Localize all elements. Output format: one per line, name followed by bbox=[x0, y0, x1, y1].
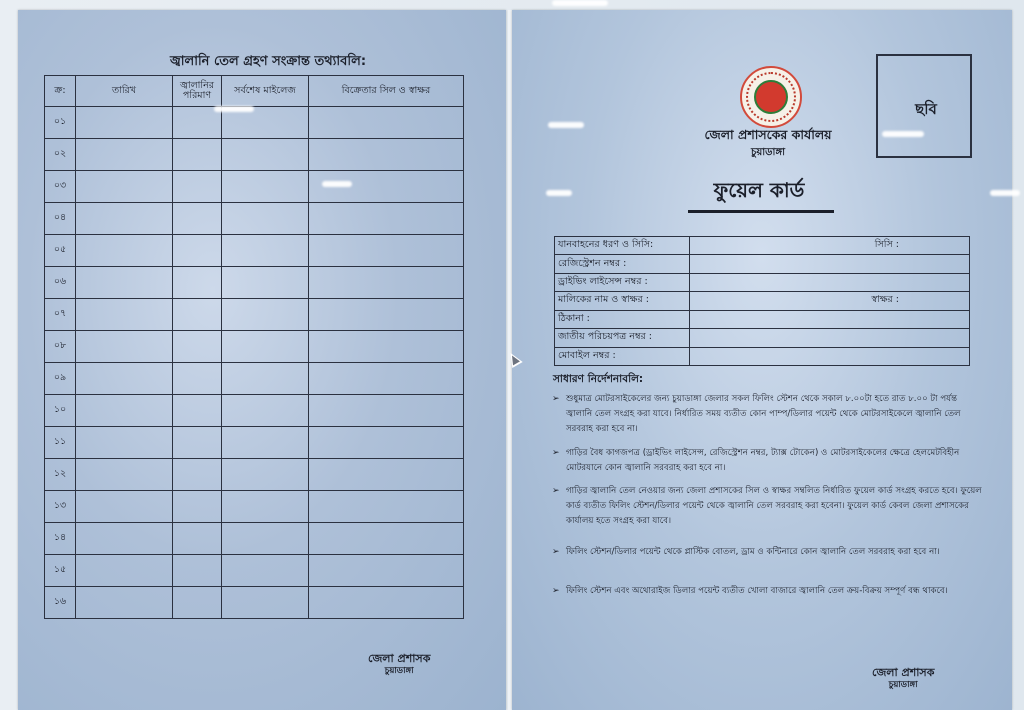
mileage-cell bbox=[222, 427, 309, 459]
fuel-log-row bbox=[45, 171, 464, 203]
info-value bbox=[690, 255, 970, 273]
mileage-cell bbox=[222, 171, 309, 203]
light-reflection bbox=[322, 181, 352, 187]
fuel-amount-cell bbox=[173, 459, 222, 491]
mileage-cell bbox=[222, 331, 309, 363]
seller-seal-cell bbox=[309, 491, 464, 523]
instruction-text: ফিলিং স্টেশন/ডিলার পয়েন্ট থেকে প্লাস্টিক বোতল, ড্রাম ও কন্টিনারে কোন জ্বালানি তেল সরবরাহ করা হবে না। bbox=[566, 547, 940, 557]
mileage-cell bbox=[222, 363, 309, 395]
date-cell bbox=[76, 267, 173, 299]
light-reflection bbox=[882, 131, 924, 137]
seller-seal-cell bbox=[309, 139, 464, 171]
arrow-bullet-icon: ➢ bbox=[552, 394, 560, 404]
fuel-amount-cell bbox=[173, 299, 222, 331]
info-label: মোবাইল নম্বর : bbox=[555, 347, 690, 365]
serial-number: ১৬ bbox=[45, 587, 76, 619]
seller-seal-cell bbox=[309, 427, 464, 459]
serial-number: ০৩ bbox=[45, 171, 76, 203]
left-signature-block bbox=[368, 652, 430, 678]
mileage-cell bbox=[222, 267, 309, 299]
arrow-bullet-icon: ➢ bbox=[552, 486, 560, 496]
arrow-bullet-icon: ➢ bbox=[552, 448, 560, 458]
seller-seal-cell bbox=[309, 203, 464, 235]
info-label: মালিকের নাম ও স্বাক্ষর : bbox=[555, 292, 690, 310]
serial-number: ০২ bbox=[45, 139, 76, 171]
date-cell bbox=[76, 235, 173, 267]
government-seal-icon bbox=[740, 66, 802, 128]
date-cell bbox=[76, 395, 173, 427]
info-value bbox=[690, 310, 970, 328]
signature-place: চুয়াডাঙ্গা bbox=[888, 680, 918, 690]
serial-number: ১৪ bbox=[45, 523, 76, 555]
light-reflection bbox=[552, 0, 608, 6]
info-label: রেজিস্ট্রেশন নম্বর : bbox=[555, 255, 690, 273]
fuel-log-row bbox=[45, 363, 464, 395]
fuel-log-row bbox=[45, 395, 464, 427]
fuel-log-row bbox=[45, 587, 464, 619]
seller-seal-cell bbox=[309, 523, 464, 555]
seller-seal-cell bbox=[309, 267, 464, 299]
fuel-log-row bbox=[45, 203, 464, 235]
light-reflection bbox=[548, 122, 584, 128]
info-label: যানবাহনের ধরণ ও সিসি: bbox=[555, 237, 690, 255]
district-name: চুয়াডাঙ্গা bbox=[751, 147, 785, 158]
info-label: ঠিকানা : bbox=[555, 310, 690, 328]
fuel-log-row bbox=[45, 331, 464, 363]
fuel-log-title: জ্বালানি তেল গ্রহণ সংক্রান্ত তথ্যাবলি: bbox=[169, 54, 367, 69]
right-signature-block bbox=[872, 666, 934, 692]
fuel-amount-cell bbox=[173, 491, 222, 523]
info-row bbox=[555, 237, 970, 255]
fuel-log-row bbox=[45, 523, 464, 555]
seller-seal-cell bbox=[309, 299, 464, 331]
serial-number: ০৮ bbox=[45, 331, 76, 363]
instruction-item bbox=[552, 584, 984, 599]
photo-label: ছবি bbox=[915, 100, 937, 118]
fuel-amount-cell bbox=[173, 235, 222, 267]
date-cell bbox=[76, 171, 173, 203]
instruction-text: গাড়ির বৈধ কাগজপত্র (ড্রাইভিং লাইসেন্স, রেজিস্ট্রেশন নম্বর, ট্যাক্স টোকেন) ও মোটরসাইকেলের ক্ষেত্রে হেলমেটবিহীন মোটরযানে কোন জ্বালানি সরবরাহ করা হবে না। bbox=[566, 448, 960, 473]
light-reflection bbox=[214, 106, 254, 112]
serial-number: ১২ bbox=[45, 459, 76, 491]
date-cell bbox=[76, 427, 173, 459]
serial-number: ০১ bbox=[45, 107, 76, 139]
seller-seal-cell bbox=[309, 363, 464, 395]
serial-number: ০৭ bbox=[45, 299, 76, 331]
date-cell bbox=[76, 107, 173, 139]
seller-seal-cell bbox=[309, 587, 464, 619]
fuel-log-row bbox=[45, 139, 464, 171]
fuel-log-row bbox=[45, 267, 464, 299]
mileage-cell bbox=[222, 587, 309, 619]
card-title: ফুয়েল কার্ড bbox=[713, 178, 805, 202]
seal-center bbox=[754, 80, 788, 114]
info-value bbox=[690, 347, 970, 365]
instruction-item bbox=[552, 392, 984, 437]
mileage-cell bbox=[222, 395, 309, 427]
fuel-amount-cell bbox=[173, 171, 222, 203]
info-row bbox=[555, 310, 970, 328]
fuel-amount-cell bbox=[173, 427, 222, 459]
fuel-log-row bbox=[45, 555, 464, 587]
date-cell bbox=[76, 363, 173, 395]
seller-seal-cell bbox=[309, 107, 464, 139]
col-seller-seal: বিক্রেতার সিল ও স্বাক্ষর bbox=[309, 76, 464, 107]
mileage-cell bbox=[222, 555, 309, 587]
info-value: সিসি : bbox=[690, 237, 970, 255]
date-cell bbox=[76, 203, 173, 235]
date-cell bbox=[76, 523, 173, 555]
fuel-amount-cell bbox=[173, 267, 222, 299]
seller-seal-cell bbox=[309, 555, 464, 587]
instructions-heading: সাধারণ নির্দেশনাবলি: bbox=[553, 373, 644, 385]
instruction-text: গাড়ির জ্বালানি তেল নেওয়ার জন্য জেলা প্রশাসকের সিল ও স্বাক্ষর সম্বলিত নির্ধারিত ফুয়েল কার্ড সংগ্রহ করতে হবে। ফুয়েল কার্ড ব্যতীত ফিলিং স্টেশন/ডিলার পয়েন্ট থেকে জ্বালানি তেল সরবরাহ করা হবেনা। ফুয়েল কার্ড কেবল জেলা প্রশাসকের কার্যালয় হতে সংগ্রহ করা যাবে। bbox=[566, 486, 982, 526]
seller-seal-cell bbox=[309, 459, 464, 491]
serial-number: ১৩ bbox=[45, 491, 76, 523]
mileage-cell bbox=[222, 459, 309, 491]
info-label: জাতীয় পরিচয়পত্র নম্বর : bbox=[555, 329, 690, 347]
fuel-log-header-row bbox=[45, 76, 464, 107]
office-name: জেলা প্রশাসকের কার্যালয় bbox=[704, 127, 832, 142]
fuel-amount-cell bbox=[173, 395, 222, 427]
col-last-mileage: সর্বশেষ মাইলেজ bbox=[222, 76, 309, 107]
fuel-log-row bbox=[45, 299, 464, 331]
serial-number: ০৬ bbox=[45, 267, 76, 299]
instruction-text: ফিলিং স্টেশন এবং অথোরাইজ ডিলার পয়েন্ট ব্যতীত খোলা বাজারে জ্বালানি তেল ক্রয়-বিক্রয় সম্পূর্ণ বন্ধ থাকবে। bbox=[566, 586, 948, 596]
mileage-cell bbox=[222, 235, 309, 267]
fuel-log-table bbox=[44, 75, 464, 619]
mileage-cell bbox=[222, 491, 309, 523]
fuel-log-row bbox=[45, 427, 464, 459]
vehicle-info-table bbox=[554, 236, 970, 366]
photo-box bbox=[876, 54, 972, 158]
serial-number: ০৪ bbox=[45, 203, 76, 235]
info-row bbox=[555, 347, 970, 365]
mileage-cell bbox=[222, 299, 309, 331]
light-reflection bbox=[546, 190, 572, 196]
info-row bbox=[555, 255, 970, 273]
info-row bbox=[555, 292, 970, 310]
fuel-amount-cell bbox=[173, 555, 222, 587]
instruction-text: শুধুমাত্র মোটরসাইকেলের জন্য চুয়াডাঙ্গা জেলার সকল ফিলিং স্টেশন থেকে সকাল ৮.০০টা হতে রাত ৮.০০ টা পর্যন্ত জ্বালানি তেল সংগ্রহ করা যাবে। নির্ধারিত সময় ব্যতীত কোন পাম্প/ডিলার পয়েন্ট থেকে মোটরসাইকেলে জ্বালানি তেল সরবরাহ করা হবে না। bbox=[566, 394, 961, 434]
info-value: স্বাক্ষর : bbox=[690, 292, 970, 310]
signature-title: জেলা প্রশাসক bbox=[368, 652, 431, 665]
serial-number: ০৫ bbox=[45, 235, 76, 267]
fuel-amount-cell bbox=[173, 523, 222, 555]
arrow-bullet-icon: ➢ bbox=[552, 547, 560, 557]
date-cell bbox=[76, 491, 173, 523]
info-label: ড্রাইভিং লাইসেন্স নম্বর : bbox=[555, 273, 690, 291]
date-cell bbox=[76, 587, 173, 619]
light-reflection bbox=[990, 190, 1020, 196]
serial-number: ১১ bbox=[45, 427, 76, 459]
serial-number: ০৯ bbox=[45, 363, 76, 395]
col-serial: ক্র: bbox=[45, 76, 76, 107]
date-cell bbox=[76, 331, 173, 363]
fuel-log-row bbox=[45, 491, 464, 523]
mileage-cell bbox=[222, 523, 309, 555]
fuel-log-row bbox=[45, 107, 464, 139]
fuel-amount-cell bbox=[173, 203, 222, 235]
signature-title: জেলা প্রশাসক bbox=[872, 666, 935, 679]
info-row bbox=[555, 329, 970, 347]
seller-seal-cell bbox=[309, 331, 464, 363]
seller-seal-cell bbox=[309, 235, 464, 267]
date-cell bbox=[76, 459, 173, 491]
col-fuel-amount: জ্বালানির পরিমাণ bbox=[173, 76, 222, 107]
arrow-bullet-icon: ➢ bbox=[552, 586, 560, 596]
title-underline bbox=[688, 210, 834, 213]
fuel-amount-cell bbox=[173, 363, 222, 395]
mileage-cell bbox=[222, 203, 309, 235]
info-value bbox=[690, 329, 970, 347]
fuel-log-row bbox=[45, 235, 464, 267]
mileage-cell bbox=[222, 139, 309, 171]
info-value bbox=[690, 273, 970, 291]
serial-number: ১০ bbox=[45, 395, 76, 427]
col-date: তারিখ bbox=[76, 76, 173, 107]
fuel-amount-cell bbox=[173, 587, 222, 619]
instruction-item bbox=[552, 484, 984, 529]
seller-seal-cell bbox=[309, 395, 464, 427]
date-cell bbox=[76, 299, 173, 331]
date-cell bbox=[76, 139, 173, 171]
date-cell bbox=[76, 555, 173, 587]
serial-number: ১৫ bbox=[45, 555, 76, 587]
fuel-amount-cell bbox=[173, 139, 222, 171]
signature-place: চুয়াডাঙ্গা bbox=[384, 666, 414, 676]
instruction-item bbox=[552, 446, 984, 476]
fuel-log-row bbox=[45, 459, 464, 491]
fuel-amount-cell bbox=[173, 331, 222, 363]
instruction-item bbox=[552, 545, 984, 560]
info-row bbox=[555, 273, 970, 291]
